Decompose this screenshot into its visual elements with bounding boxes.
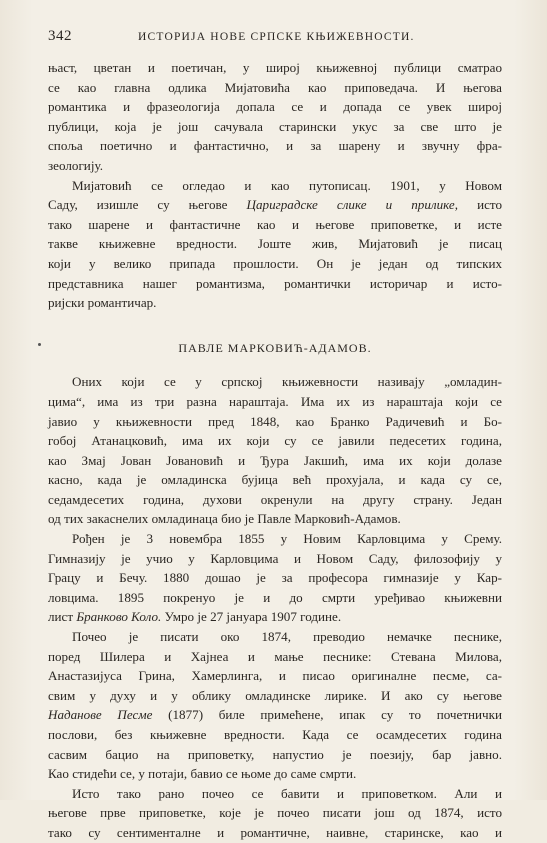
text-line-with-title (48, 607, 502, 627)
paragraph-mijatovic-style (48, 58, 502, 176)
text-line: Исто тако рано почео се бавити и приповетком. Али и (72, 785, 502, 801)
text-line: споља поетично и фантастично, и за шарену и звучну фра- (48, 138, 502, 154)
text-line: такве књижевне вредности. Јоште жив, Мијатовић је писац (48, 236, 502, 252)
paragraph-omladinci (48, 372, 502, 529)
page-number: 342 (48, 28, 72, 44)
text-line: касно, када је омладинска бујица већ прохујала, и када су се, (48, 472, 502, 488)
text-line: тако шарене и фантастичне као и његове приповетке, и исте (48, 216, 502, 232)
text-line: поред Шилера и Хајнеа и мање песнике: Стевана Милова, (48, 648, 502, 664)
text-line: се као главна одлика Мијатовића као приповедача. И његова (48, 79, 502, 95)
text-line: Почео је писати око 1874, преводио немачке песнике, (72, 629, 502, 645)
paragraph-poetry (48, 627, 502, 784)
section-title: ПАВЛЕ МАРКОВИЋ-АДАМОВ. (178, 340, 372, 355)
text-line: зеологију. (48, 157, 103, 173)
text-line: ловцима. 1895 покренуо је и до смрти уређивао књижевни (48, 589, 502, 605)
text-line: гобој Атанацковић, има их који су се јавили педесетих година, (48, 433, 502, 449)
text-line: који у велико припада прошлости. Он је један од типских (48, 255, 502, 271)
text-line: седамдесетих година, духови окренули на другу страну. Један (48, 491, 502, 507)
text-line: сасвим бацио на приповетку, напустио је поезију, бар јавно. (48, 746, 502, 762)
text-line: публици, која је још сачувала старински укус за све што је (48, 118, 502, 134)
text-segment: лист (48, 609, 77, 625)
text-line: ријски романтичар. (48, 295, 157, 311)
text-line: представника нашег романтизма, романтички историчар и исто- (48, 275, 502, 291)
text-line: Мијатовић се огледао и као путописац. 1901, у Новом (72, 177, 502, 193)
page-body (48, 58, 502, 843)
text-line: њаст, цветан и поетичан, у широј књижевној публици сматрао (48, 60, 502, 75)
book-title: Цариградске слике и прилике, (246, 197, 459, 213)
text-line: Рођен је 3 новембра 1855 у Новим Карловцима у Срему. (72, 531, 502, 547)
text-line: Као стидећи се, у потаји, бавио се њоме до саме смрти. (48, 766, 357, 782)
text-line: послови, без књижевне вредности. Када се осамдесетих година (48, 727, 502, 742)
text-line: Оних који се у српској књижевности називају „омладин- (72, 374, 502, 390)
text-segment: исто (458, 197, 502, 213)
text-line: као Змај Јован Јовановић и Ђура Јакшић, има их који долазе (48, 452, 502, 468)
text-segment: (1877) биле примећене, ипак су то почетнички (152, 707, 503, 723)
text-line: свим у духу и у облику омладинске лирике. И ако су његове (48, 687, 502, 703)
paragraph-mijatovic-travel (48, 176, 502, 313)
text-segment: Умро је 27 јануара 1907 године. (161, 609, 342, 625)
text-line: Гимназију је учио у Карловцима и Новом Саду, филозофију у (48, 550, 502, 566)
text-line: његове прве приповетке, које је почео писати још од 1874, исто (48, 805, 502, 821)
text-line: романтика и фразеологија допала се и допада се увек широј (48, 99, 502, 115)
journal-title: Бранково Коло. (76, 609, 162, 625)
paragraph-biography (48, 529, 502, 627)
text-segment: Саду, изишле су његове (48, 197, 247, 213)
text-line: Анастазијуса Грина, Хамерлинга, и писао оригиналне песме, са- (48, 668, 502, 684)
paragraph-stories (48, 784, 502, 843)
text-line-with-title (48, 705, 502, 725)
running-head: ИСТОРИЈА НОВЕ СРПСКЕ КЊИЖЕВНОСТИ. (138, 31, 415, 43)
text-line: од тих закаснелих омладинаца био је Павле Марковић-Адамов. (48, 511, 401, 527)
text-line: јавио у књижевности пред 1848, као Бранко Радичевић и Бо- (48, 413, 502, 429)
text-line: цима“, има из три разна нараштаја. Има их из нараштаја који се (48, 393, 502, 409)
text-line: тако су сентименталне и романтичне, наивне, старинске, као и (48, 824, 502, 840)
text-line: Грацу и Бечу. 1880 дошао је за професора гимназије у Кар- (48, 570, 502, 586)
margin-dot (38, 343, 41, 346)
text-line-with-title (48, 195, 502, 215)
page-header (48, 28, 500, 48)
book-title: Наданове Песме (48, 707, 153, 723)
